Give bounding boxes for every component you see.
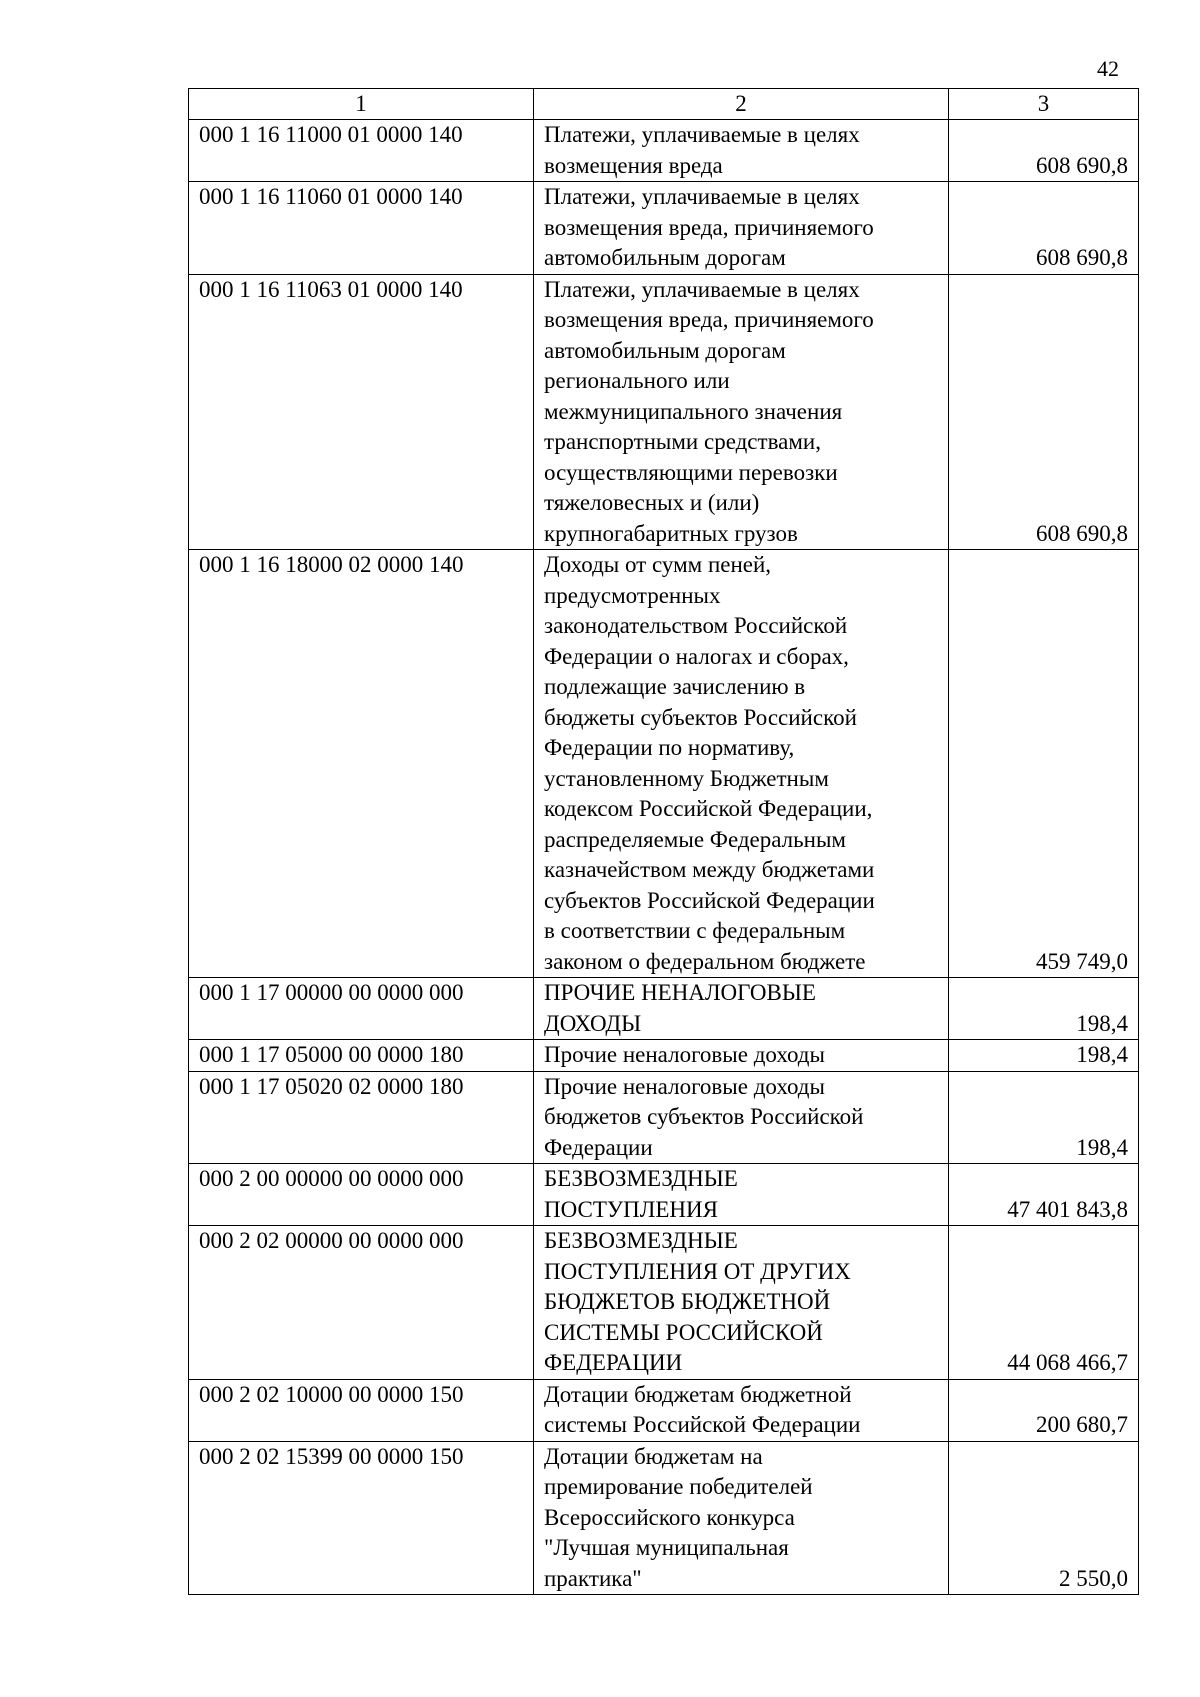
amount-cell: 47 401 843,8	[949, 1164, 1139, 1226]
budget-code-cell: 000 1 16 11060 01 0000 140	[189, 182, 534, 275]
income-name-line: Платежи, уплачиваемые в целях	[544, 276, 860, 302]
income-name-line: межмуниципального значения	[544, 398, 843, 424]
income-name-line: автомобильным дорогам	[544, 245, 786, 270]
income-name-cell	[534, 1226, 949, 1380]
budget-code-cell: 000 1 17 00000 00 0000 000	[189, 978, 534, 1040]
budget-code-cell: 000 1 17 05020 02 0000 180	[189, 1071, 534, 1164]
income-name-line: регионального или	[544, 368, 730, 393]
amount-cell: 198,4	[949, 1071, 1139, 1164]
table-row	[189, 1226, 1139, 1380]
income-name-line: ПОСТУПЛЕНИЯ	[544, 1196, 718, 1222]
table-row	[189, 182, 1139, 275]
amount-cell: 459 749,0	[949, 550, 1139, 978]
income-name-line: Доходы от сумм пеней,	[544, 552, 772, 577]
income-name-line: БЕЗВОЗМЕЗДНЫЕ	[544, 1166, 738, 1191]
income-name-line: транспортными средствами,	[544, 429, 821, 454]
income-name-cell	[534, 550, 949, 978]
income-name-line: СИСТЕМЫ РОССИЙСКОЙ	[544, 1319, 823, 1345]
income-name-line: Дотации бюджетам бюджетной	[544, 1381, 852, 1407]
budget-code-cell: 000 1 16 18000 02 0000 140	[189, 550, 534, 978]
income-name-line: БЕЗВОЗМЕЗДНЫЕ	[544, 1228, 738, 1253]
income-name-line: системы Российской Федерации	[544, 1412, 861, 1437]
column-header-code: 1	[189, 89, 534, 120]
table-body	[189, 120, 1139, 1595]
page-number: 42	[1097, 56, 1119, 81]
income-name-line: Дотации бюджетам на	[544, 1443, 763, 1469]
income-name-line: ФЕДЕРАЦИИ	[544, 1350, 683, 1375]
income-name-line: в соответствии с федеральным	[544, 918, 846, 943]
income-name-line: Всероссийского конкурса	[544, 1504, 795, 1530]
income-name-line: подлежащие зачислению в	[544, 674, 806, 699]
income-name-cell	[534, 1071, 949, 1164]
amount-cell: 198,4	[949, 978, 1139, 1040]
income-name-line: Федерации	[544, 1134, 653, 1160]
budget-table	[188, 88, 1139, 1595]
amount-cell: 608 690,8	[949, 274, 1139, 550]
table-row	[189, 1071, 1139, 1164]
income-name-line: осуществляющими перевозки	[544, 459, 838, 485]
table-row	[189, 1040, 1139, 1072]
income-name-line: предусмотренных	[544, 582, 721, 608]
column-header-name: 2	[534, 89, 949, 120]
income-name-line: казначейством между бюджетами	[544, 857, 875, 882]
table-row	[189, 120, 1139, 182]
budget-code-cell: 000 2 02 15399 00 0000 150	[189, 1441, 534, 1595]
table-row	[189, 978, 1139, 1040]
income-name-line: возмещения вреда	[544, 152, 723, 178]
income-name-line: практика"	[544, 1565, 642, 1591]
income-name-line: "Лучшая муниципальная	[544, 1535, 789, 1560]
income-name-line: установленному Бюджетным	[544, 765, 829, 791]
income-name-line: премирование победителей	[544, 1474, 813, 1499]
income-name-cell	[534, 120, 949, 182]
income-name-cell	[534, 1441, 949, 1595]
income-name-cell	[534, 274, 949, 550]
budget-code-cell: 000 2 02 00000 00 0000 000	[189, 1226, 534, 1380]
income-name-line: Прочие неналоговые доходы	[544, 1073, 825, 1099]
income-name-line: бюджетов субъектов Российской	[544, 1104, 864, 1129]
income-name-line: возмещения вреда, причиняемого	[544, 307, 874, 332]
header-row	[189, 89, 1139, 120]
income-name-cell	[534, 1040, 949, 1072]
table-row	[189, 1441, 1139, 1595]
income-name-cell	[534, 182, 949, 275]
income-name-cell	[534, 1379, 949, 1441]
income-name-line: тяжеловесных и (или)	[544, 490, 760, 515]
income-name-line: Платежи, уплачиваемые в целях	[544, 184, 860, 209]
amount-cell: 2 550,0	[949, 1441, 1139, 1595]
income-name-line: возмещения вреда, причиняемого	[544, 214, 874, 240]
budget-code-cell: 000 1 16 11000 01 0000 140	[189, 120, 534, 182]
income-name-cell	[534, 978, 949, 1040]
column-header-amount: 3	[949, 89, 1139, 120]
amount-cell: 200 680,7	[949, 1379, 1139, 1441]
table-row	[189, 1379, 1139, 1441]
budget-code-cell: 000 2 00 00000 00 0000 000	[189, 1164, 534, 1226]
budget-code-cell: 000 1 16 11063 01 0000 140	[189, 274, 534, 550]
income-name-cell	[534, 1164, 949, 1226]
budget-code-cell: 000 1 17 05000 00 0000 180	[189, 1040, 534, 1072]
income-name-line: крупногабаритных грузов	[544, 520, 798, 546]
income-name-line: ДОХОДЫ	[544, 1010, 642, 1036]
income-name-line: бюджеты субъектов Российской	[544, 704, 857, 730]
income-name-line: Федерации по нормативу,	[544, 735, 795, 760]
amount-cell: 608 690,8	[949, 182, 1139, 275]
budget-code-cell: 000 2 02 10000 00 0000 150	[189, 1379, 534, 1441]
income-name-line: ПРОЧИЕ НЕНАЛОГОВЫЕ	[544, 980, 816, 1005]
table-row	[189, 274, 1139, 550]
income-name-line: распределяемые Федеральным	[544, 826, 846, 852]
amount-cell: 608 690,8	[949, 120, 1139, 182]
table-header	[189, 89, 1139, 120]
income-name-line: Прочие неналоговые доходы	[544, 1042, 825, 1067]
income-name-line: Платежи, уплачиваемые в целях	[544, 122, 860, 147]
income-name-line: Федерации о налогах и сборах,	[544, 643, 849, 669]
income-name-line: БЮДЖЕТОВ БЮДЖЕТНОЙ	[544, 1289, 831, 1314]
income-name-line: ПОСТУПЛЕНИЯ ОТ ДРУГИХ	[544, 1258, 851, 1284]
income-name-line: законодательством Российской	[544, 613, 848, 638]
income-name-line: автомобильным дорогам	[544, 337, 786, 363]
income-name-line: законом о федеральном бюджете	[544, 948, 866, 974]
amount-cell: 198,4	[949, 1040, 1139, 1072]
table-row	[189, 1164, 1139, 1226]
table-row	[189, 550, 1139, 978]
income-name-line: кодексом Российской Федерации,	[544, 796, 873, 821]
amount-cell: 44 068 466,7	[949, 1226, 1139, 1380]
income-name-line: субъектов Российской Федерации	[544, 887, 875, 913]
